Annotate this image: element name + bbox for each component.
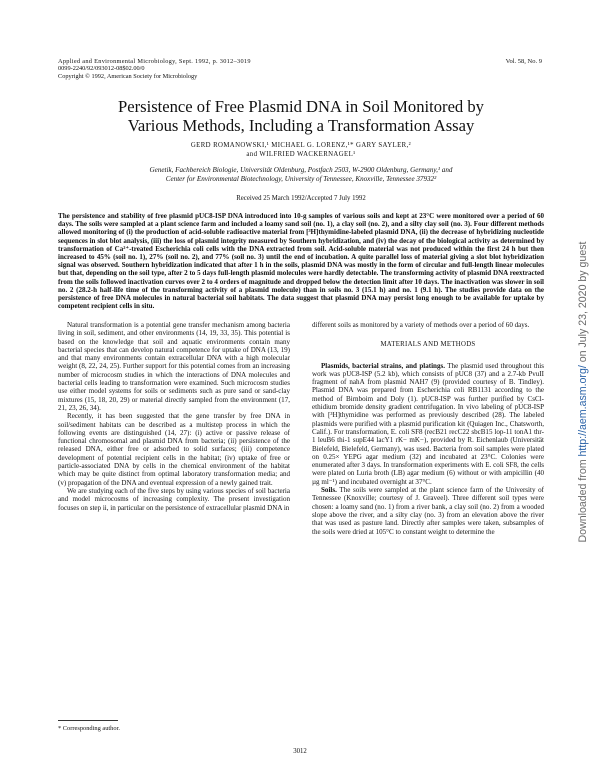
affiliation-line-2: Center for Environmental Biotechnology, University of Tennessee, Knoxville, Tennessee 37932²	[165, 174, 437, 183]
author-list	[40, 142, 562, 159]
received-date: Received 25 March 1992/Accepted 7 July 1992	[236, 195, 366, 202]
run-in-heading-plasmids: Plasmids, bacterial strains, and platings.	[321, 361, 445, 370]
affiliation-line-1: Genetik, Fachbereich Biologie, Universität Oldenburg, Postfach 2503, W-2900 Oldenburg, Germany,¹ and	[149, 166, 453, 174]
left-column	[58, 321, 290, 512]
methods-paragraph-soils	[312, 486, 544, 536]
issn-line: 0099-2240/92/093012-08$02.00/0	[58, 65, 145, 73]
intro-paragraph-1: Natural transformation is a potential gene transfer mechanism among bacteria living in soil, sediment, and other environments (14, 19, 33, 35). This potential is based on the knowledge that soil and aquatic environments contain many bacterial species that can develop natural competence for uptake of DNA (13, 19) and that many environments contain extracellular DNA with a high molecular weight (8, 22, 24, 25). Further support for this potential comes from an increasing number of microcosm studies in which the interactions of DNA molecules and bacterial cells leading to transformation were examined. Such microcosm studies use either model systems for soils or sediments such as pure sand or sand-clay mixtures (15, 18, 20, 29) or material directly sampled from the environment (17, 21, 23, 26, 34).	[58, 321, 290, 412]
methods-paragraph-plasmids	[312, 362, 544, 486]
copyright-line: Copyright © 1992, American Society for Microbiology	[58, 72, 198, 80]
methods-text-plasmids: The plasmid used throughout this work was pUC8-ISP (5.2 kb), which consists of pUC8 (37) and a 2.7-kb PvuII fragment of nahA from plasmid NAH7 (9) (provided courtesy of B. Tindley). Plasmid DNA was prepared from Escherichia coli RB1131 according to the method of Birnboim and Doly (1). pUC8-ISP was further purified by CsCl-ethidium bromide density gradient centrifugation. In vivo labeling of pUC8-ISP with [³H]thymidine was performed as previously described (28). The labeled plasmids were purified with a plasmid purification kit (Quiagen Inc., Chatsworth, Calif.). For transformation, E. coli SF8 (recB21 recC22 sbcB15 lop-11 tonA1 thr-1 leuB6 thi-1 supE44 lacY1 rK− mK−), provided by R. Eichenlaub (Universität Bielefeld, Bielefeld, Germany), was used. Bacteria from soil samples were plated on 0.25× YEPG agar medium (32) and incubated at 23°C. Colonies were enumerated after 3 days. In transformation experiments with E. coli SF8, the cells were plated on Luria broth (LB) agar medium (6) without or with ampicillin (40 µg ml⁻¹) and incubated overnight at 37°C.	[312, 361, 544, 486]
methods-text-soils: The soils were sampled at the plant science farm of the University of Tennessee (Knoxville; courtesy of J. Graveel). Three different soil types were chosen: a loamy sand (no. 1) from a river bank, a clay soil (no. 2) from a wooded slope above the river, and a silty clay (no. 3) from an elevation above the river that was used as pasture land. Directly after samples were taken, subsamples of the soils were dried at 105°C to constant weight to determine the	[312, 486, 544, 536]
journal-citation: Applied and Environmental Microbiology, Sept. 1992, p. 3012–3019	[58, 58, 251, 65]
footnote-divider	[58, 720, 118, 721]
title-line-1: Persistence of Free Plasmid DNA in Soil Monitored by	[118, 97, 484, 116]
abstract: The persistence and stability of free plasmid pUC8-ISP DNA introduced into 10-g samples of various soils and kept at 23°C were monitored over a period of 60 days. The soils were sampled at a plant science farm and included a loamy sand soil (no. 1), a clay soil (no. 2), and a silty clay soil (no. 3). Four different methods allowed monitoring of (i) the production of acid-soluble radioactive material from [³H]thymidine-labeled plasmid DNA, (ii) the decrease of hybridizing nucleotide sequences in slot blot analysis, (iii) the loss of plasmid integrity measured by Southern hybridization, and (iv) the decay of the biological activity as determined by transformation of Ca²⁺-treated Escherichia coli cells with the DNA extracted from soil. Acid-soluble material was not produced within the first 24 h but then increased to 45% (soil no. 1), 27% (soil no. 2), and 77% (soil no. 3) until the end of incubation. A quite parallel loss of material giving a slot blot hybridization signal was observed. Southern hybridization indicated that after 1 h in the soils, plasmid DNA was mostly in the form of circular and full-length linear molecules but that, depending on the soil type, after 2 to 5 days full-length plasmid molecules were hardly detectable. The transforming activity of plasmid DNA reextracted from the soils followed inactivation curves over 2 to 4 orders of magnitude and dropped below the detection limit after 10 days. The inactivation was slower in soil no. 2 (28.2-h half-life time of the transforming activity of a plasmid molecule) than in soils no. 3 (15.1 h) and no. 1 (9.1 h). The studies provide data on the persistence of free DNA molecules in natural bacterial soil habitats. The data suggest that plasmid DNA may persist long enough to be available for uptake by competent recipient cells in situ.	[58, 212, 544, 311]
watermark-prefix: Downloaded from	[577, 456, 589, 543]
running-header	[58, 58, 378, 80]
authors-line-2: and WILFRIED WACKERNAGEL¹	[246, 150, 356, 158]
run-in-heading-soils: Soils.	[321, 486, 337, 495]
article-title	[40, 97, 562, 135]
affiliations	[72, 166, 530, 184]
authors-line-1: GERD ROMANOWSKI,¹ MICHAEL G. LORENZ,¹* GARY SAYLER,²	[190, 142, 412, 149]
watermark-link[interactable]: http://aem.asm.org/	[577, 365, 589, 457]
page-number: 3012	[293, 748, 307, 755]
download-watermark	[577, 242, 589, 543]
intro-paragraph-continued: different soils as monitored by a variety of methods over a period of 60 days.	[312, 321, 530, 329]
corresponding-author-footnote: * Corresponding author.	[58, 725, 120, 732]
watermark-suffix: on July 23, 2020 by guest	[577, 241, 589, 366]
right-column	[312, 321, 544, 536]
intro-paragraph-2: Recently, it has been suggested that the gene transfer by free DNA in soil/sediment habitats can be described as a multistep process in which the following events are distinguished (14, 27): (i) active or passive release of functional chromosomal and plasmid DNA from bacteria; (ii) persistence of the released DNA, either free or adsorbed to solid surfaces; (iii) competence development of potential recipient cells in the habitat; (iv) uptake of free or particle-associated DNA by cells in the chemical environment of the habitat which may be quite distinct from optimal laboratory transformation media; and (v) propagation of the DNA and eventual expression of a newly gained trait.	[58, 412, 290, 487]
section-heading-methods: MATERIALS AND METHODS	[380, 341, 476, 349]
volume-number: Vol. 58, No. 9	[505, 58, 542, 65]
intro-paragraph-3: We are studying each of the five steps by using various species of soil bacteria and model microcosms of increasing complexity. The present investigation focuses on step ii, in particular on the persistence of extracellular plasmid DNA in	[58, 486, 290, 512]
title-line-2: Various Methods, Including a Transformation Assay	[127, 116, 475, 135]
